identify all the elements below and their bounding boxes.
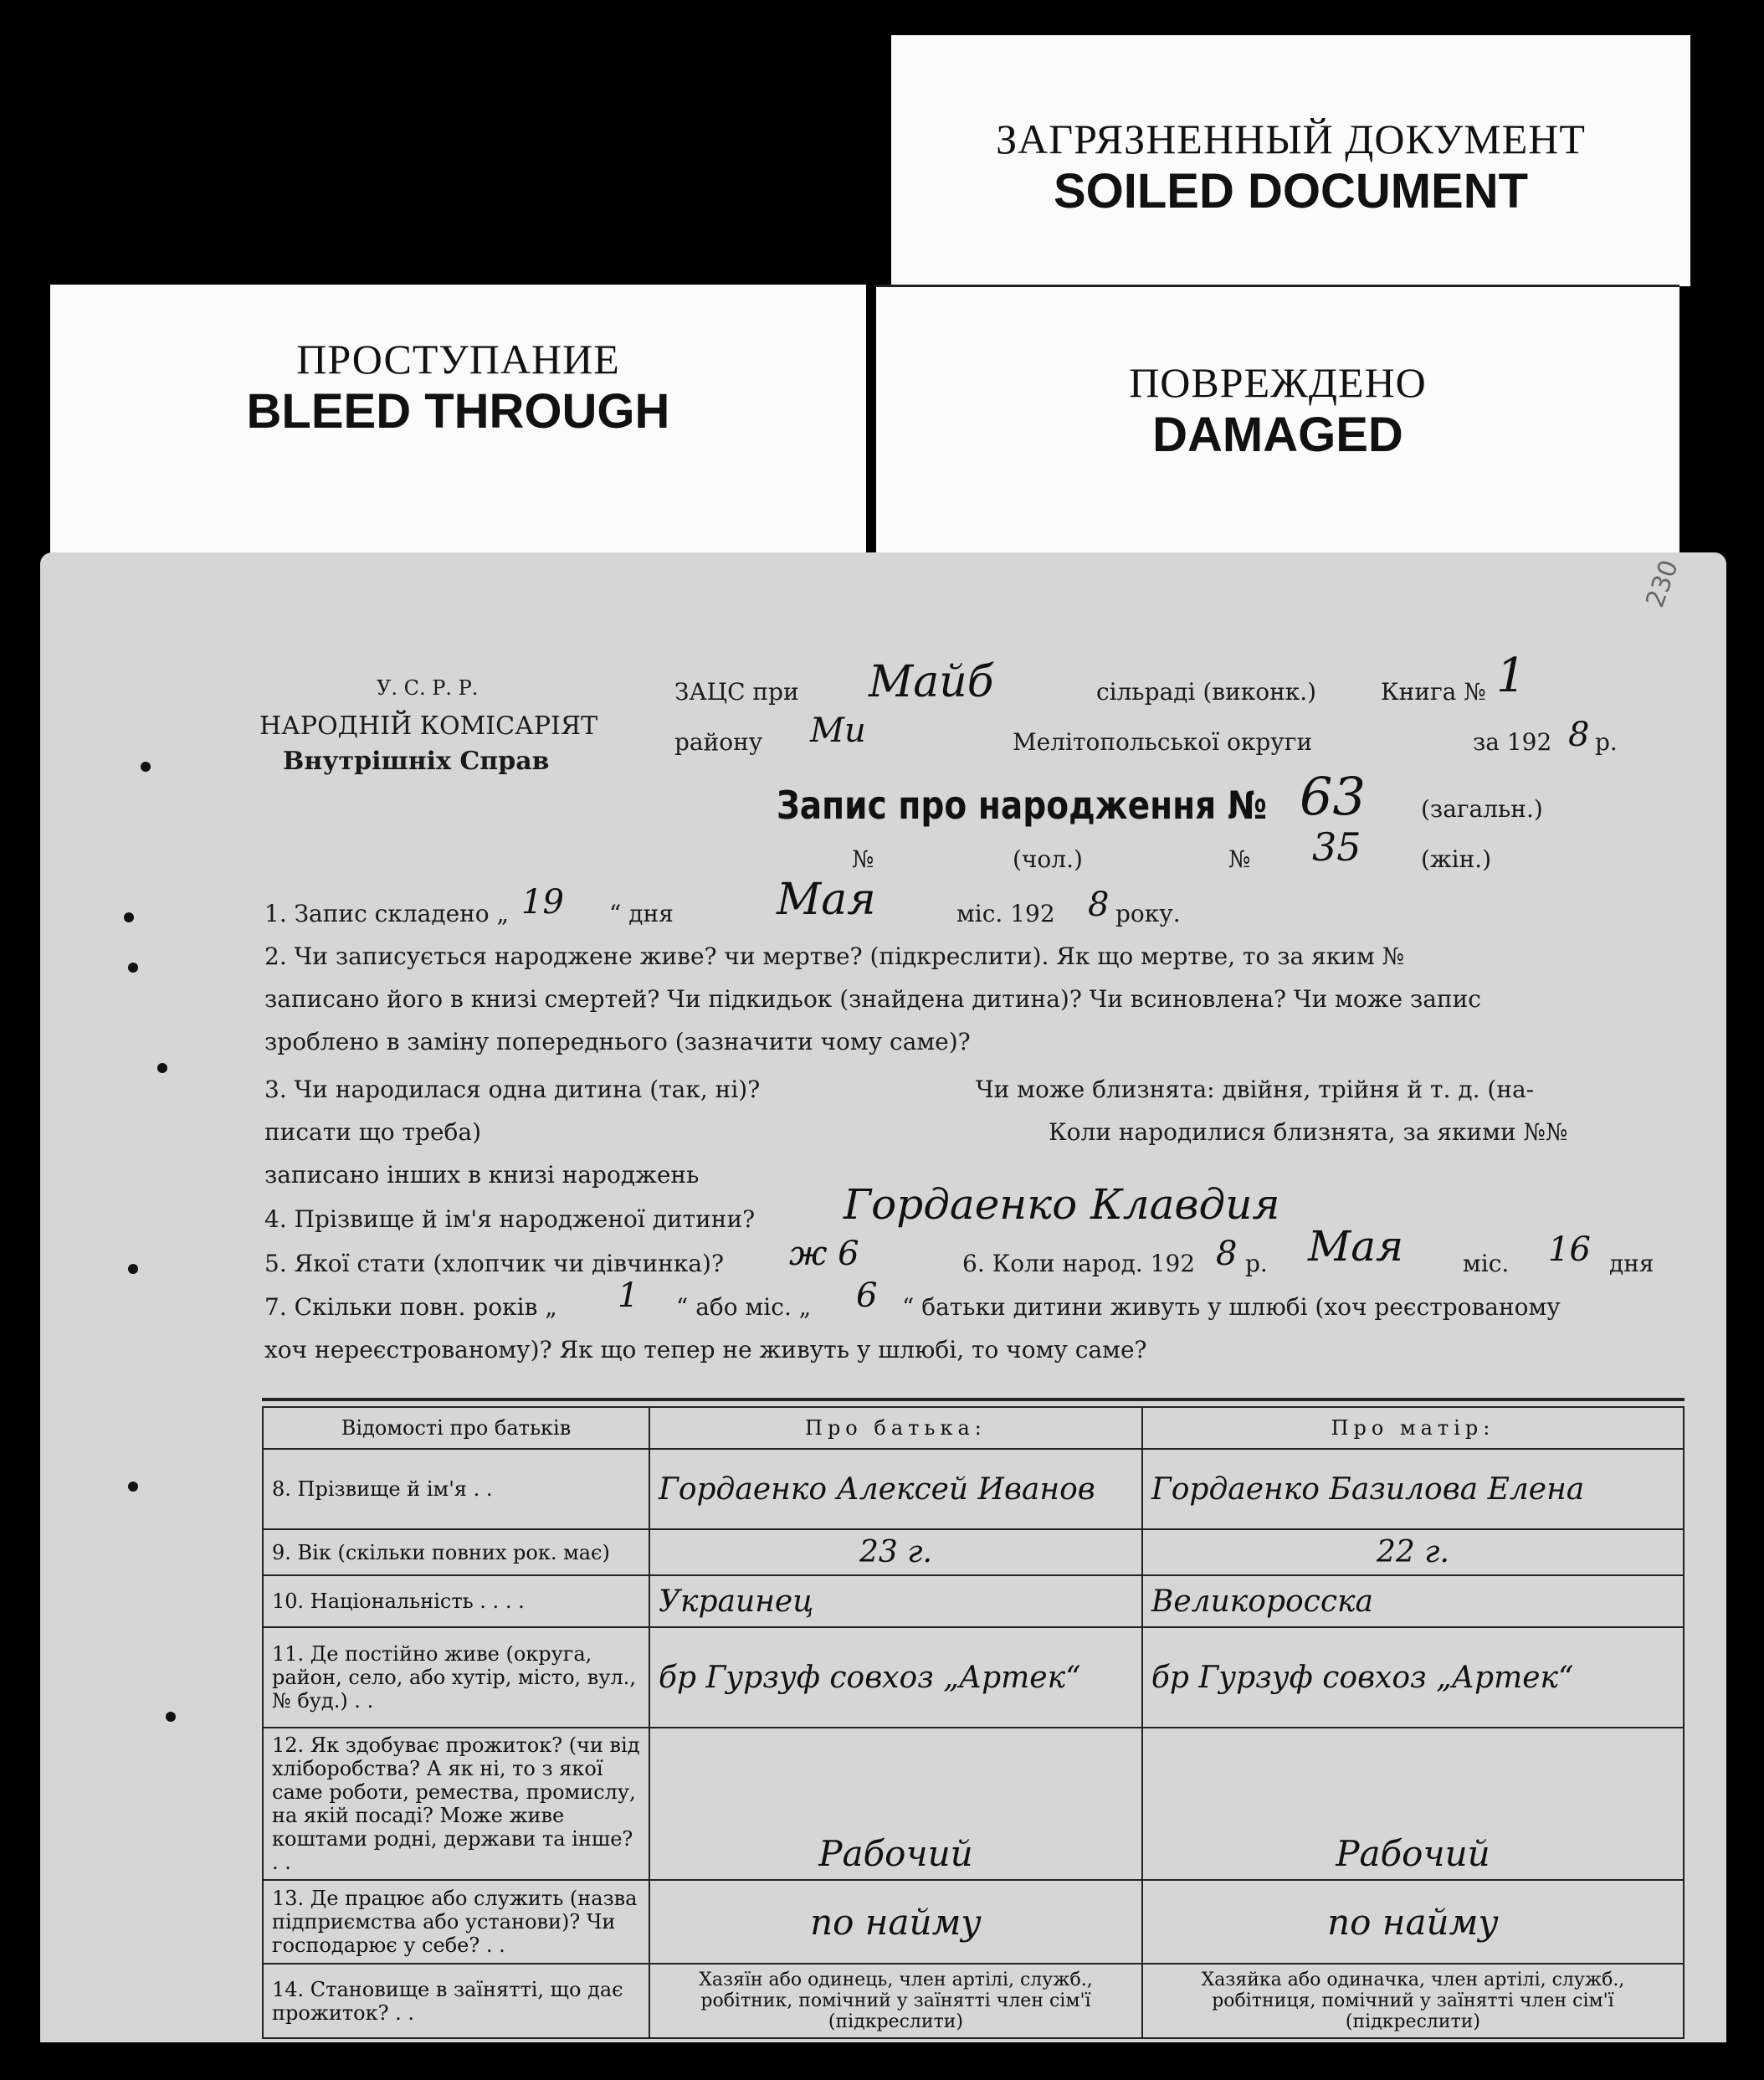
district-handwritten: Ми xyxy=(810,711,866,750)
punch-hole xyxy=(124,912,134,922)
sex-handwritten: ж 6 xyxy=(789,1235,859,1273)
marriage-years-handwritten: 1 xyxy=(618,1276,639,1315)
line3-text: записано його в книзі смертей? Чи підкидьок (знайдена дитина)? Чи всиновлена? Чи може запис xyxy=(264,985,1481,1013)
mother-nationality xyxy=(1142,1575,1684,1627)
marriage-months-handwritten: 6 xyxy=(856,1276,878,1315)
mother-status: Хазяйка або одиначка, член артілі, служб., робітниця, помічний у заїнятті член сім'ї (підкреслити) xyxy=(1142,1964,1684,2038)
zags-label: ЗАЦС при xyxy=(674,678,799,706)
female-number-handwritten: 35 xyxy=(1312,824,1361,870)
line1-day-suffix: “ дня xyxy=(609,900,674,927)
line11-text: хоч нереєстрованому)? Як що тепер не живуть у шлюбі, то чому саме? xyxy=(264,1336,1147,1364)
father-age xyxy=(649,1529,1142,1575)
female-suffix: (жін.) xyxy=(1421,845,1492,873)
birth-day-handwritten: 16 xyxy=(1548,1230,1591,1269)
father-occupation-text: Рабочий xyxy=(818,1833,973,1874)
line5-text: 3. Чи народилася одна дитина (так, ні)? xyxy=(264,1076,761,1103)
row-label: 9. Вік (скільки повних рок. має) xyxy=(263,1529,649,1575)
header-cell: Відомості про батьків xyxy=(263,1407,649,1449)
mother-age xyxy=(1142,1529,1684,1575)
father-occupation xyxy=(649,1728,1142,1880)
line10-text: 7. Скільки повн. років „ xyxy=(264,1293,557,1321)
year-handwritten: 8 xyxy=(1568,716,1590,754)
district-label: району xyxy=(674,728,763,756)
line10b-text: “ або міс. „ xyxy=(676,1293,812,1321)
mother-workplace-text: по найму xyxy=(1327,1901,1499,1943)
ministry-label: Внутрішніх Справ xyxy=(283,747,550,776)
header-cell: Про батька: xyxy=(649,1407,1142,1449)
book-number-handwritten: 1 xyxy=(1496,649,1526,703)
soiled-label-en: SOILED DOCUMENT xyxy=(1053,164,1529,218)
mother-name xyxy=(1142,1449,1684,1529)
row-label: 10. Національність . . . . xyxy=(263,1575,649,1627)
table-row xyxy=(263,1627,1684,1728)
line5b-text: Чи може близнята: двійня, трійня й т. д. (на- xyxy=(976,1076,1535,1103)
line6b-text: Коли народилися близнята, за якими №№ xyxy=(1049,1118,1568,1146)
birth-record-form xyxy=(40,552,1726,2042)
okrug-label: Мелітопольської округи xyxy=(1013,728,1313,756)
father-nationality-text: Украинец xyxy=(659,1584,814,1619)
father-residence xyxy=(649,1627,1142,1728)
mother-age-text: 22 г. xyxy=(1377,1535,1449,1569)
table-row xyxy=(263,1964,1684,2038)
line10c-text: “ батьки дитини живуть у шлюбі (хоч реєстрованому xyxy=(902,1293,1561,1321)
father-workplace-text: по найму xyxy=(810,1901,982,1943)
mother-workplace xyxy=(1142,1880,1684,1964)
line9d-text: міс. xyxy=(1463,1250,1510,1277)
line1-year-handwritten: 8 xyxy=(1088,886,1110,924)
parents-table xyxy=(262,1406,1685,2039)
general-label: (загальн.) xyxy=(1421,795,1543,823)
father-nationality xyxy=(649,1575,1142,1627)
mother-residence xyxy=(1142,1627,1684,1728)
birth-year-handwritten: 8 xyxy=(1216,1235,1238,1273)
line1-day-handwritten: 19 xyxy=(521,883,564,922)
punch-hole xyxy=(141,762,151,772)
birth-month-handwritten: Мая xyxy=(1308,1222,1404,1271)
table-row xyxy=(263,1575,1684,1627)
mother-occupation xyxy=(1142,1728,1684,1880)
male-suffix: (чол.) xyxy=(1013,845,1083,873)
punch-hole xyxy=(128,1482,138,1492)
mother-residence-text: бр Гурзуф совхоз „Артек“ xyxy=(1151,1660,1574,1695)
line7-text: записано інших в книзі народжень xyxy=(264,1161,700,1189)
female-number-label: № xyxy=(1228,845,1251,873)
damaged-flag xyxy=(876,285,1679,563)
table-row xyxy=(263,1880,1684,1964)
punch-hole xyxy=(157,1063,167,1073)
usrr-label: У. С. Р. Р. xyxy=(377,676,479,700)
header-cell: Про матір: xyxy=(1142,1407,1684,1449)
father-name xyxy=(649,1449,1142,1529)
book-label: Книга № xyxy=(1381,678,1486,706)
soiled-label-ru: ЗАГРЯЗНЕННЫЙ ДОКУМЕНТ xyxy=(996,116,1586,162)
table-row xyxy=(263,1449,1684,1529)
father-age-text: 23 г. xyxy=(859,1535,932,1569)
line1-label: 1. Запис складено „ xyxy=(264,900,510,927)
father-workplace xyxy=(649,1880,1142,1964)
line8-text: 4. Прізвище й ім'я народженої дитини? xyxy=(264,1205,756,1233)
damaged-label-en: DAMAGED xyxy=(1152,408,1403,462)
row-label: 13. Де працює або служить (назва підприємства або установи)? Чи господарює у себе? . . xyxy=(263,1880,649,1964)
archive-number: 230 xyxy=(1640,556,1685,612)
line2-text: 2. Чи записується народжене живе? чи мертве? (підкреслити). Як що мертве, то за яким № xyxy=(264,942,1405,970)
punch-hole xyxy=(166,1712,176,1722)
table-header-row xyxy=(263,1407,1684,1449)
mother-occupation-text: Рабочий xyxy=(1336,1833,1490,1874)
line9c-text: р. xyxy=(1245,1250,1268,1277)
row-label: 8. Прізвище й ім'я . . xyxy=(263,1449,649,1529)
father-name-text: Гордаенко Алексей Иванов xyxy=(659,1471,1095,1507)
year-suffix: р. xyxy=(1595,728,1618,756)
zags-handwritten: Майб xyxy=(869,657,994,707)
line1-year-suffix: року. xyxy=(1115,900,1181,927)
child-name-handwritten: Гордаенко Клавдия xyxy=(844,1180,1280,1229)
zags-council-label: сільраді (виконк.) xyxy=(1096,678,1317,706)
male-number-label: № xyxy=(852,845,874,873)
line1-month-handwritten: Мая xyxy=(777,875,876,925)
punch-hole xyxy=(128,963,138,973)
year-label: за 192 xyxy=(1473,728,1552,756)
punch-hole xyxy=(128,1264,138,1274)
bleed-through-flag xyxy=(50,285,866,561)
row-label: 12. Як здобуває прожиток? (чи від хліборобства? А як ні, то з якої саме роботи, ремества, промислу, на якій посаді? Може живе коштами родні, держави та інше? . . xyxy=(263,1728,649,1880)
bleed-label-en: BLEED THROUGH xyxy=(246,384,670,439)
line9b-text: 6. Коли народ. 192 xyxy=(962,1250,1196,1277)
record-number-handwritten: 63 xyxy=(1300,766,1366,827)
bleed-label-ru: ПРОСТУПАНИЕ xyxy=(296,336,620,383)
line9e-text: дня xyxy=(1609,1250,1654,1277)
line6-text: писати що треба) xyxy=(264,1118,481,1146)
row-label: 14. Становище в заїнятті, що дає прожиток? . . xyxy=(263,1964,649,2038)
mother-nationality-text: Великоросска xyxy=(1151,1584,1373,1619)
table-top-rule xyxy=(262,1398,1685,1401)
table-row xyxy=(263,1529,1684,1575)
line1-month-suffix: міс. 192 xyxy=(956,900,1055,927)
mother-name-text: Гордаенко Базилова Елена xyxy=(1151,1471,1585,1507)
damaged-label-ru: ПОВРЕЖДЕНО xyxy=(1129,359,1427,406)
commissariat-label: НАРОДНІЙ КОМІСАРІЯТ xyxy=(259,711,598,741)
page-title: Запис про народження № xyxy=(777,783,1267,828)
table-row xyxy=(263,1728,1684,1880)
line4-text: зроблено в заміну попереднього (зазначити чому саме)? xyxy=(264,1028,971,1055)
row-label: 11. Де постійно живе (округа, район, село, або хутір, місто, вул., № буд.) . . xyxy=(263,1627,649,1728)
line9-text: 5. Якої стати (хлопчик чи дівчинка)? xyxy=(264,1250,724,1277)
father-residence-text: бр Гурзуф совхоз „Артек“ xyxy=(659,1660,1081,1695)
father-status: Хазяїн або одинець, член артілі, служб., робітник, помічний у заїнятті член сім'ї (підкреслити) xyxy=(649,1964,1142,2038)
soiled-document-flag xyxy=(891,35,1690,286)
